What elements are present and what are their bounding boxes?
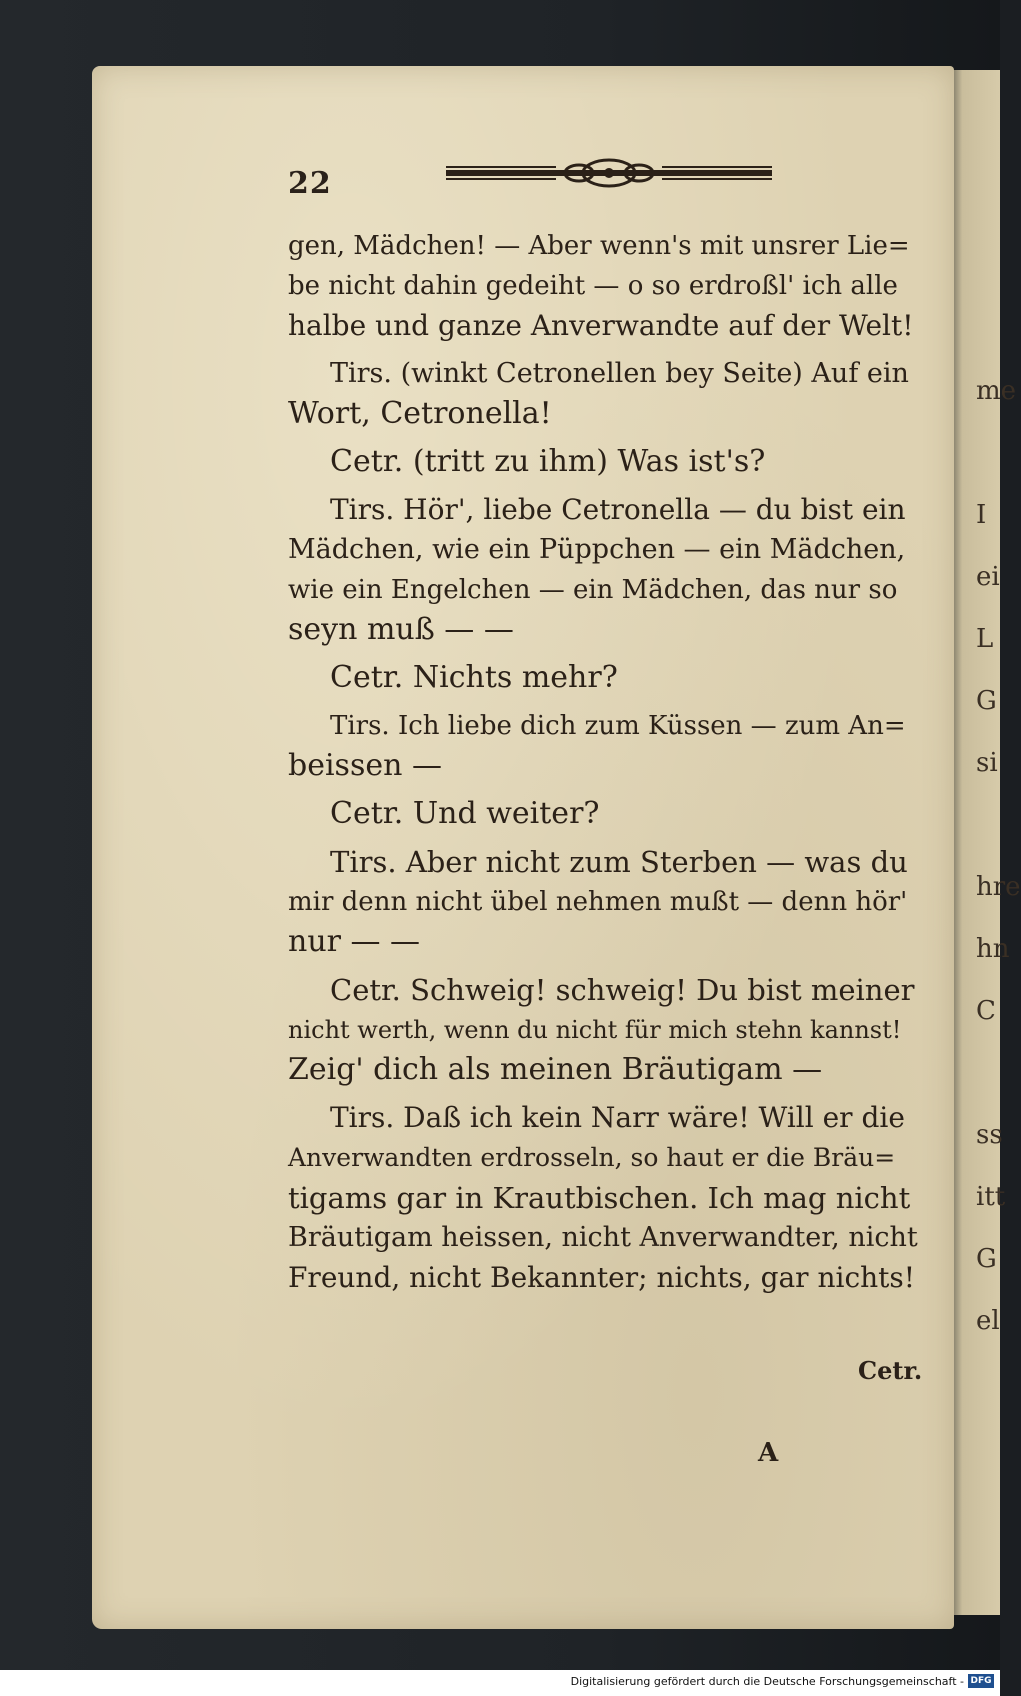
text-line: Tirs. Aber nicht zum Sterben — was du [330,845,908,879]
catchword: Cetr. [858,1356,923,1385]
text-line: Tirs. Daß ich kein Narr wäre! Will er die [330,1101,905,1134]
text-line: Freund, nicht Bekannter; nichts, gar nichts! [288,1261,916,1294]
page-number: 22 [288,166,332,201]
text-line: Cetr. (tritt zu ihm) Was ist's? [330,444,766,479]
text-line: beissen — [288,748,442,783]
dfg-logo-icon: DFG [968,1674,994,1688]
signature-mark: A [758,1438,779,1468]
footer-credit: Digitalisierung gefördert durch die Deutsche Forschungsgemeinschaft - [570,1675,964,1688]
text-line: Tirs. Ich liebe dich zum Küssen — zum An= [330,711,906,741]
text-line: Mädchen, wie ein Püppchen — ein Mädchen, [288,534,906,565]
text-line: gen, Mädchen! — Aber wenn's mit unsrer Lie= [288,231,910,261]
text-line: Tirs. Hör', liebe Cetronella — du bist ein [330,493,906,526]
text-line: be nicht dahin gedeiht — o so erdroßl' ich alle [288,271,898,301]
text-line: tigams gar in Krautbischen. Ich mag nicht [288,1181,911,1215]
text-line: Tirs. (winkt Cetronellen bey Seite) Auf ein [330,358,909,389]
text-line: Cetr. Schweig! schweig! Du bist meiner [330,973,915,1007]
facing-page-text: me I ei L G si hre hn C ss itt G el [976,376,1021,1336]
text-line: nicht werth, wenn du nicht für mich stehn kannst! [288,1016,902,1044]
text-line: Wort, Cetronella! [288,396,552,431]
text-line: mir denn nicht übel nehmen mußt — denn hör' [288,887,908,917]
text-line: wie ein Engelchen — ein Mädchen, das nur so [288,575,898,605]
text-line: nur — — [288,924,421,959]
text-line: halbe und ganze Anverwandte auf der Welt! [288,309,914,342]
text-line: seyn muß — — [288,612,514,647]
decorative-rule-icon [446,156,772,190]
text-line: Cetr. Nichts mehr? [330,660,618,695]
text-line: Cetr. Und weiter? [330,796,600,831]
text-line: Zeig' dich als meinen Bräutigam — [288,1052,823,1087]
text-line: Bräutigam heissen, nicht Anverwandter, nicht [288,1222,918,1253]
text-line: Anverwandten erdrosseln, so haut er die Bräu= [288,1143,896,1172]
page-body-text [288,226,918,1298]
